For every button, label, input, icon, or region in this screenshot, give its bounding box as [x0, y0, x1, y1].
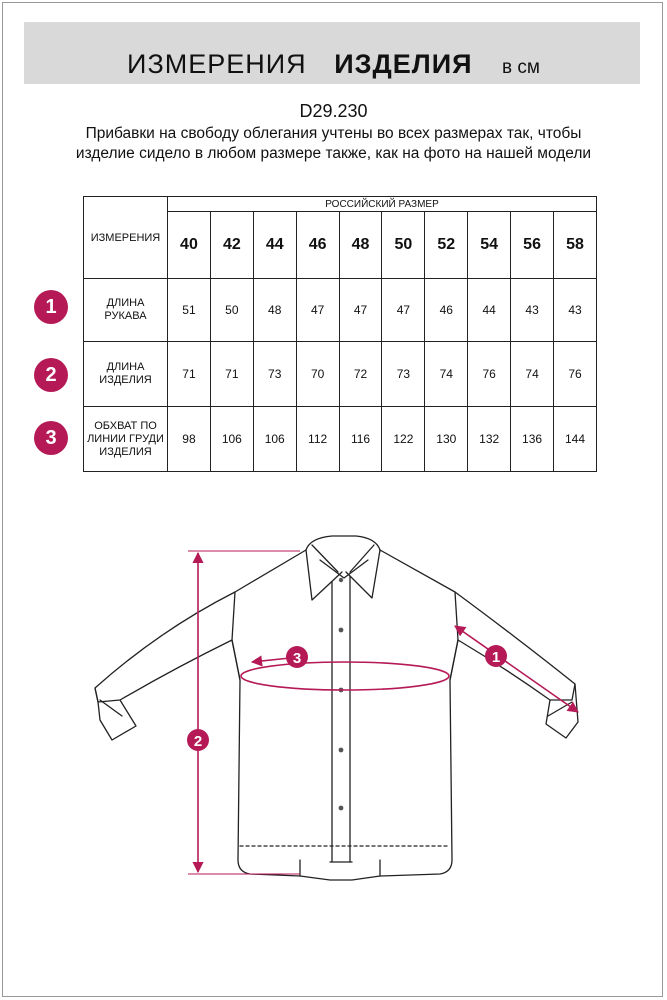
table-cell: 116: [339, 407, 382, 472]
page-title: [0, 49, 667, 80]
table-cell: 51: [168, 279, 211, 342]
table-cell: 71: [210, 342, 253, 407]
measurement-lines: [188, 551, 578, 874]
table-cell: 47: [339, 279, 382, 342]
size-header: 54: [468, 212, 511, 279]
row-number-badge: 1: [34, 290, 68, 324]
table-cell: 73: [382, 342, 425, 407]
size-header: 48: [339, 212, 382, 279]
shirt-diagram: [0, 520, 667, 900]
row-label: ДЛИНА РУКАВА: [84, 279, 168, 342]
table-cell: 144: [554, 407, 597, 472]
table-cell: 47: [382, 279, 425, 342]
article-code: D29.230: [299, 101, 368, 121]
table-cell: 130: [425, 407, 468, 472]
table-cell: 74: [425, 342, 468, 407]
title-part2: ИЗДЕЛИЯ: [334, 49, 473, 79]
table-cell: 74: [511, 342, 554, 407]
group-header: РОССИЙСКИЙ РАЗМЕР: [168, 197, 597, 212]
shirt-outline: [95, 536, 578, 880]
row-label: ОБХВАТ ПО ЛИНИИ ГРУДИ ИЗДЕЛИЯ: [84, 407, 168, 472]
size-header: 42: [210, 212, 253, 279]
table-cell: 122: [382, 407, 425, 472]
size-header: 40: [168, 212, 211, 279]
table-cell: 43: [554, 279, 597, 342]
row-number-badge: 3: [34, 421, 68, 455]
table-cell: 106: [210, 407, 253, 472]
table-cell: 47: [296, 279, 339, 342]
size-header: 46: [296, 212, 339, 279]
table-cell: 72: [339, 342, 382, 407]
fit-note: Прибавки на свободу облегания учтены во всех размерах так, чтобы изделие сидело в любом размере также, как на фото на нашей модели: [75, 125, 592, 162]
table-cell: 98: [168, 407, 211, 472]
size-header: 58: [554, 212, 597, 279]
table-row: [84, 279, 597, 342]
marker-chest: 3: [292, 650, 302, 667]
table-row: [84, 342, 597, 407]
corner-label: ИЗМЕРЕНИЯ: [84, 197, 168, 279]
size-table: [83, 196, 597, 472]
table-cell: 73: [253, 342, 296, 407]
title-unit: в см: [502, 57, 540, 78]
table-cell: 136: [511, 407, 554, 472]
table-cell: 43: [511, 279, 554, 342]
title-part1: ИЗМЕРЕНИЯ: [127, 49, 307, 79]
table-cell: 50: [210, 279, 253, 342]
table-cell: 46: [425, 279, 468, 342]
buttons: [339, 578, 344, 811]
table-cell: 132: [468, 407, 511, 472]
table-cell: 76: [468, 342, 511, 407]
row-label: ДЛИНА ИЗДЕЛИЯ: [84, 342, 168, 407]
table-cell: 71: [168, 342, 211, 407]
table-row: [84, 407, 597, 472]
table-cell: 70: [296, 342, 339, 407]
diagram-markers: [187, 645, 507, 751]
size-header: 56: [511, 212, 554, 279]
table-header-row: [84, 197, 597, 212]
size-header: 44: [253, 212, 296, 279]
table-cell: 106: [253, 407, 296, 472]
table-cell: 76: [554, 342, 597, 407]
size-header: 50: [382, 212, 425, 279]
marker-sleeve: 1: [491, 649, 501, 666]
row-number-badge: 2: [34, 358, 68, 392]
marker-length: 2: [193, 733, 203, 750]
table-cell: 112: [296, 407, 339, 472]
table-cell: 48: [253, 279, 296, 342]
table-cell: 44: [468, 279, 511, 342]
size-header: 52: [425, 212, 468, 279]
